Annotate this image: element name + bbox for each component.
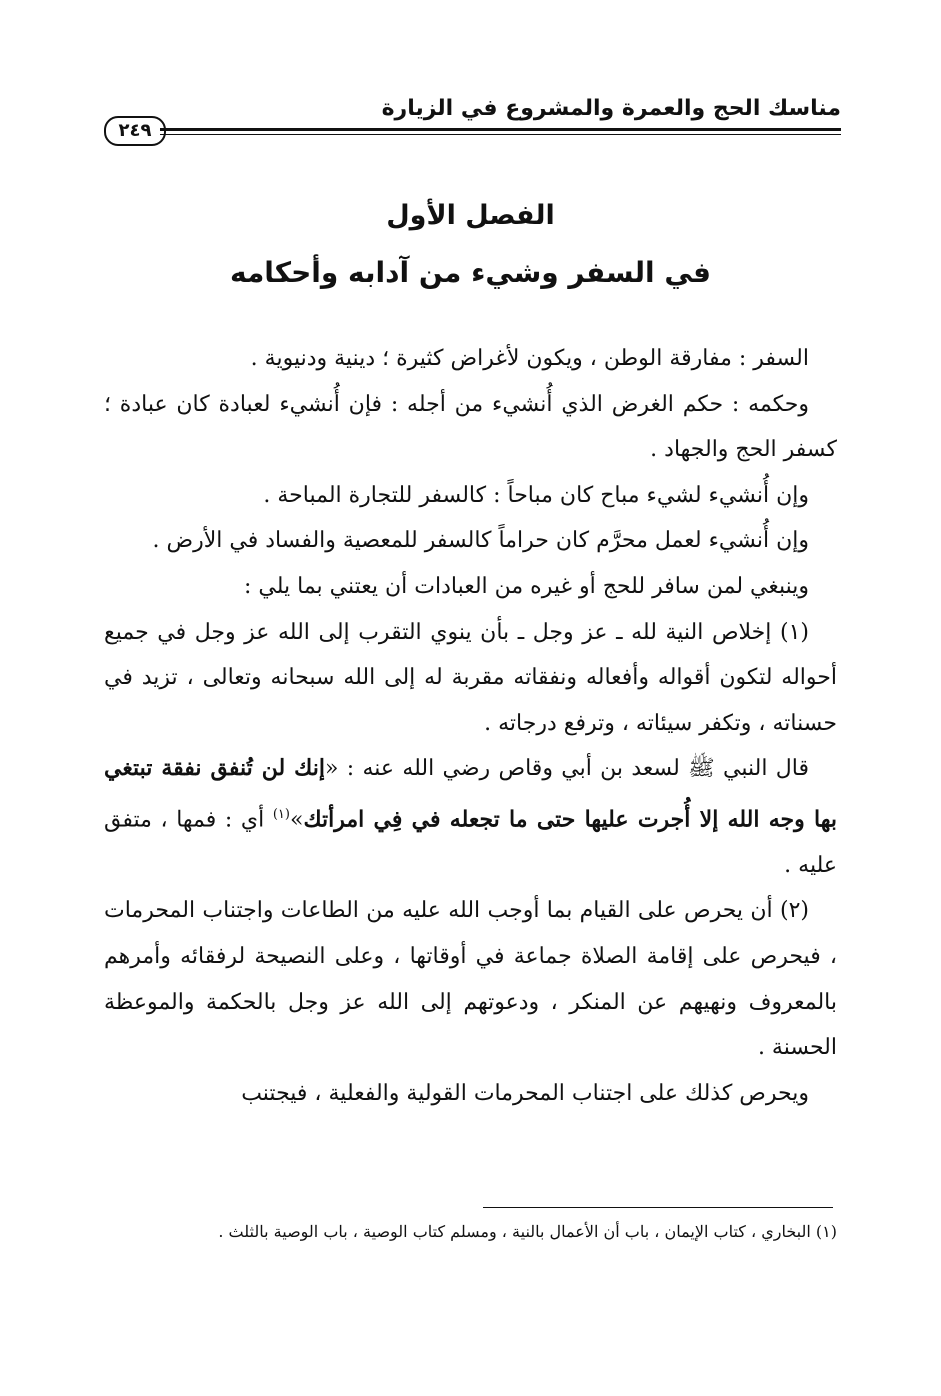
hadith-text: إنك لن تُنفق نفقة تبتغي بها وجه الله إلا أُجرت عليها حتى ما تجعله في فِي امرأتك bbox=[104, 755, 837, 833]
hadith-intro: قال النبي ﷺ لسعد بن أبي وقاص رضي الله عنه : « bbox=[324, 756, 809, 782]
paragraph: (١) إخلاص النية لله ـ عز وجل ـ بأن ينوي التقرب إلى الله عز وجل في جميع أحواله لتكون أقواله وأفعاله ونفقاته مقربة له إلى الله سبحانه وتعالى ، تزيد في حسناته ، وتكفر سيئاته ، وترفع درجاته . bbox=[104, 619, 837, 736]
footnote-reference[interactable]: (١) bbox=[272, 806, 290, 822]
hadith-paragraph bbox=[104, 746, 837, 888]
header-rule bbox=[160, 128, 841, 131]
footnote-item: (١) البخاري ، كتاب الإيمان ، باب أن الأعمال بالنية ، ومسلم كتاب الوصية ، باب الوصية بالثلث . bbox=[218, 1222, 837, 1241]
paragraph: ويحرص كذلك على اجتناب المحرمات القولية والفعلية ، فيجتنب bbox=[241, 1080, 809, 1106]
page-number-badge: ٢٤٩ bbox=[104, 116, 166, 146]
header-rule-thin bbox=[160, 134, 841, 135]
paragraph: وإن أُنشيء لعمل محرَّم كان حراماً كالسفر للمعصية والفساد في الأرض . bbox=[152, 528, 809, 554]
paragraph: السفر : مفارقة الوطن ، ويكون لأغراض كثيرة ؛ دينية ودنيوية . bbox=[250, 346, 809, 371]
chapter-title: الفصل الأول bbox=[386, 200, 555, 231]
paragraph: (٢) أن يحرص على القيام بما أوجب الله عليه من الطاعات واجتناب المحرمات ، فيحرص على إقامة الصلاة جماعة في أوقاتها ، وعلى النصيحة لرفقائه وأمرهم بالمعروف ونهيهم عن المنكر ، ودعوتهم إلى الله عز وجل بالحكمة والموعظة الحسنة . bbox=[104, 898, 837, 1061]
body-text bbox=[104, 336, 837, 1116]
paragraph: وحكمه : حكم الغرض الذي أُنشيء من أجله : فإن أُنشيء لعبادة كان عبادة ؛ كسفر الحج والجهاد . bbox=[104, 391, 837, 463]
hadith-close-quote: » bbox=[289, 807, 304, 833]
paragraph: وينبغي لمن سافر للحج أو غيره من العبادات أن يعتني بما يلي : bbox=[243, 573, 809, 599]
footnotes bbox=[104, 1218, 837, 1246]
hadith-explanation: أي : فمها ، متفق عليه . bbox=[104, 807, 837, 878]
paragraph: وإن أُنشيء لشيء مباح كان مباحاً : كالسفر للتجارة المباحة . bbox=[263, 482, 809, 508]
footnote-rule bbox=[483, 1207, 833, 1208]
running-header-title: مناسك الحج والعمرة والمشروع في الزيارة bbox=[381, 96, 841, 121]
chapter-subtitle: في السفر وشيء من آدابه وأحكامه bbox=[229, 256, 712, 289]
